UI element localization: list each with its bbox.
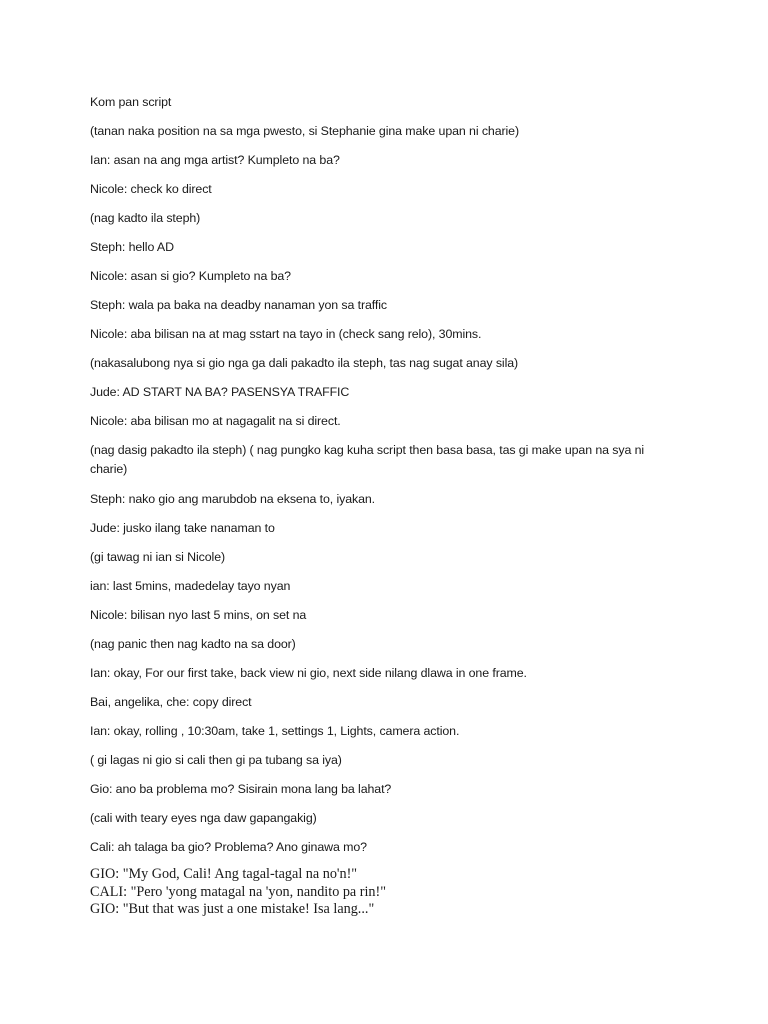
script-line: Nicole: check ko direct <box>90 182 212 196</box>
script-line: ( gi lagas ni gio si cali then gi pa tubang sa iya) <box>90 753 342 767</box>
dialogue-line: CALI: "Pero 'yong matagal na 'yon, nandito pa rin!" <box>90 883 387 900</box>
script-line: ian: last 5mins, madedelay tayo nyan <box>90 579 291 593</box>
script-title: Kom pan script <box>90 95 172 109</box>
script-line: (gi tawag ni ian si Nicole) <box>90 550 226 564</box>
script-line: Steph: nako gio ang marubdob na eksena to, iyakan. <box>90 492 376 506</box>
script-line: Ian: okay, For our first take, back view ni gio, next side nilang dlawa in one frame. <box>90 666 527 680</box>
script-body <box>90 93 670 867</box>
script-line: Bai, angelika, che: copy direct <box>90 695 252 709</box>
script-line: Nicole: aba bilisan mo at nagagalit na si direct. <box>90 414 341 428</box>
script-line: Steph: hello AD <box>90 240 174 254</box>
script-line: (tanan naka position na sa mga pwesto, si Stephanie gina make upan ni charie) <box>90 124 519 138</box>
dialogue-line: GIO: "But that was just a one mistake! Isa lang..." <box>90 901 375 917</box>
script-line: (nag kadto ila steph) <box>90 211 201 225</box>
script-line: Cali: ah talaga ba gio? Problema? Ano ginawa mo? <box>90 840 367 854</box>
script-line: Ian: asan na ang mga artist? Kumpleto na ba? <box>90 153 340 167</box>
script-line: Steph: wala pa baka na deadby nanaman yon sa traffic <box>90 298 387 312</box>
script-line: (nag panic then nag kadto na sa door) <box>90 637 296 651</box>
script-line: Nicole: bilisan nyo last 5 mins, on set na <box>90 608 307 622</box>
script-line: Jude: jusko ilang take nanaman to <box>90 521 275 535</box>
script-line: (cali with teary eyes nga daw gapangakig) <box>90 811 317 825</box>
script-line: Nicole: aba bilisan na at mag sstart na tayo in (check sang relo), 30mins. <box>90 327 482 341</box>
script-line: (nakasalubong nya si gio nga ga dali pakadto ila steph, tas nag sugat anay sila) <box>90 356 519 370</box>
script-line: (nag dasig pakadto ila steph) ( nag pungko kag kuha script then basa basa, tas gi make upan na sya ni charie) <box>90 443 645 476</box>
script-line: Jude: AD START NA BA? PASENSYA TRAFFIC <box>90 385 350 399</box>
script-line: Gio: ano ba problema mo? Sisirain mona lang ba lahat? <box>90 782 392 796</box>
dialogue-line: GIO: "My God, Cali! Ang tagal-tagal na no'n!" <box>90 866 358 882</box>
script-line: Nicole: asan si gio? Kumpleto na ba? <box>90 269 291 283</box>
dialogue-block <box>90 866 670 919</box>
script-line: Ian: okay, rolling , 10:30am, take 1, settings 1, Lights, camera action. <box>90 724 460 738</box>
